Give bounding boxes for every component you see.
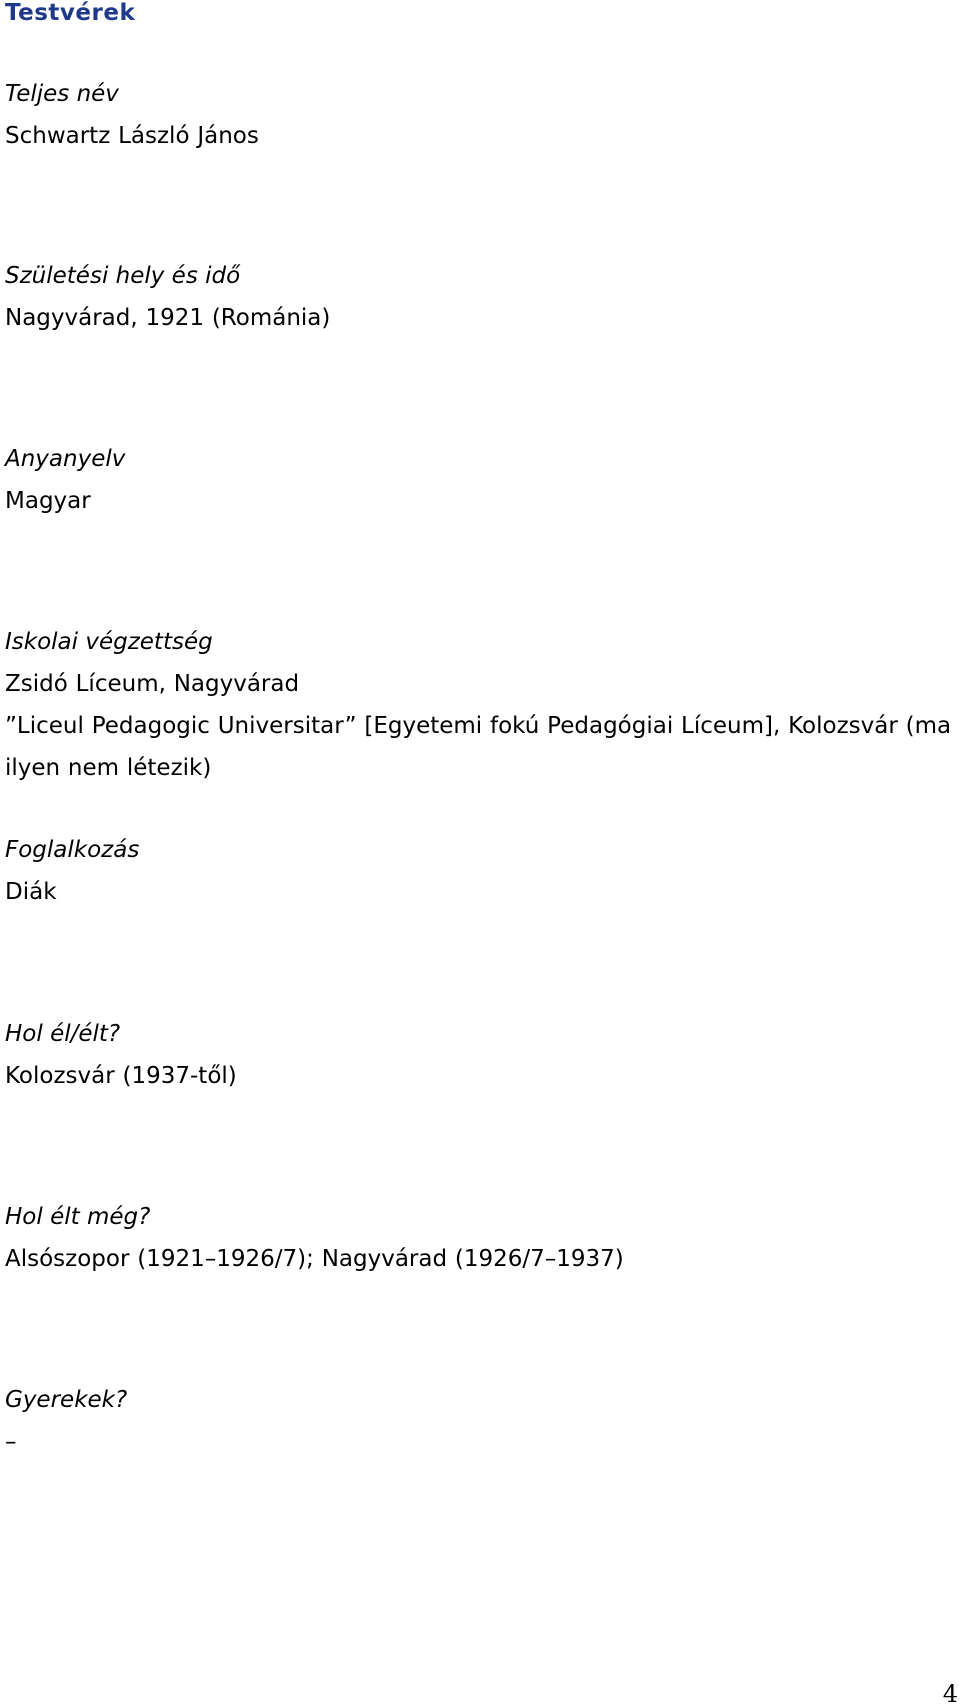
field-value: Diák (5, 879, 57, 905)
field-other-residences (5, 1196, 955, 1280)
field-label: Hol élt még? (5, 1204, 151, 1230)
field-full-name (5, 73, 955, 157)
field-value: Magyar (5, 488, 91, 514)
field-value: Zsidó Líceum, Nagyvárad (5, 671, 300, 697)
field-label: Anyanyelv (5, 446, 126, 472)
field-label: Iskolai végzettség (5, 629, 213, 655)
field-mother-tongue (5, 438, 955, 522)
field-value: ”Liceul Pedagogic Universitar” [Egyetemi fokú Pedagógiai Líceum], Kolozsvár (ma ilyen nem létezik) (5, 713, 952, 781)
field-value: Nagyvárad, 1921 (Románia) (5, 305, 331, 331)
field-education (5, 621, 955, 789)
field-value: Kolozsvár (1937-től) (5, 1063, 237, 1089)
field-birth-place-date (5, 255, 955, 339)
field-children (5, 1379, 955, 1463)
field-label: Hol él/élt? (5, 1021, 121, 1047)
field-label: Születési hely és idő (5, 263, 241, 289)
field-occupation (5, 829, 955, 913)
field-label: Foglalkozás (5, 837, 140, 863)
field-label: Gyerekek? (5, 1387, 128, 1413)
field-residence (5, 1013, 955, 1097)
field-value: Schwartz László János (5, 123, 259, 149)
page-number: 4 (942, 1680, 958, 1708)
field-label: Teljes név (5, 81, 119, 107)
section-heading: Testvérek (5, 0, 136, 26)
field-value: Alsószopor (1921–1926/7); Nagyvárad (1926/7–1937) (5, 1246, 624, 1272)
field-value: – (5, 1429, 17, 1455)
